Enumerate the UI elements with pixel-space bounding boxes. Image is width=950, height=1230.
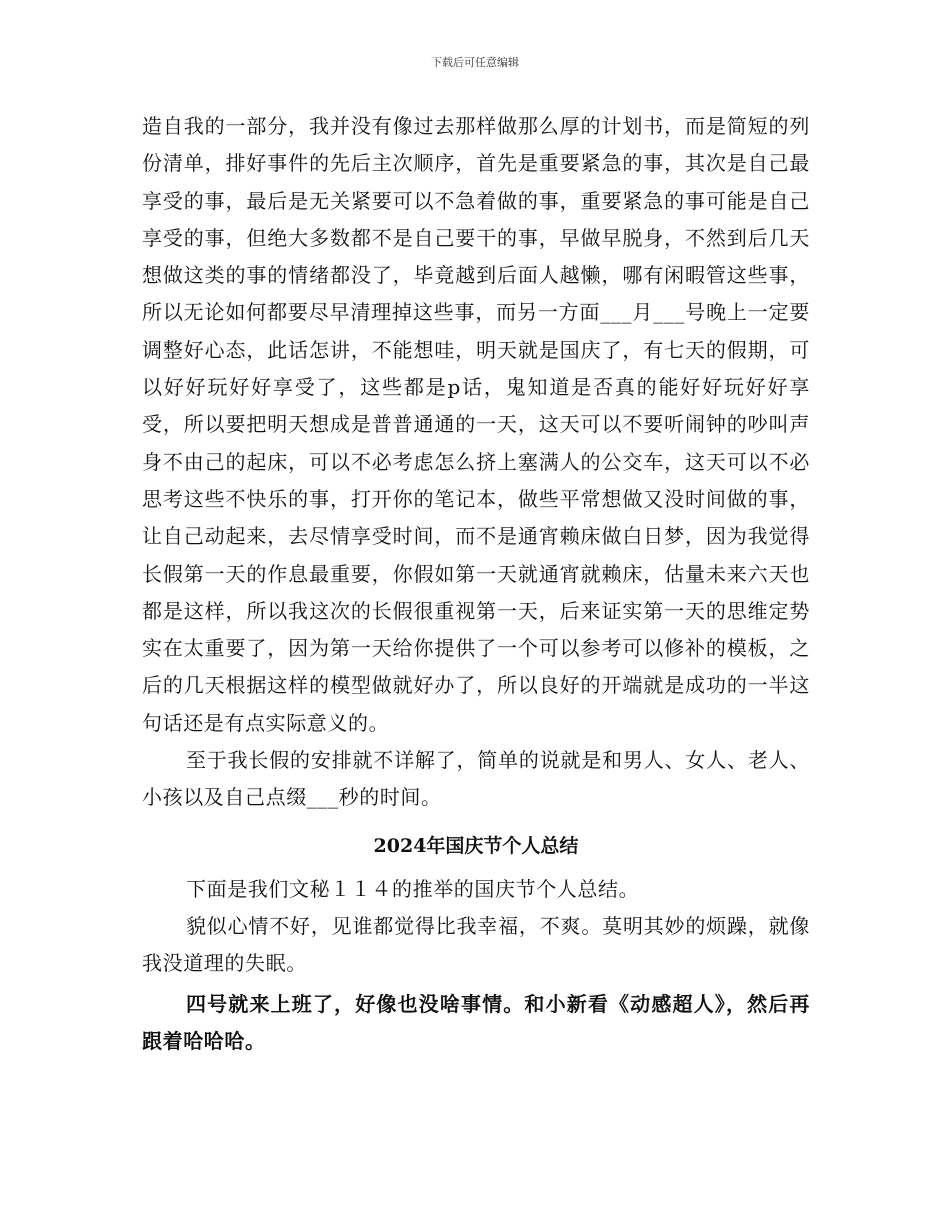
section-title: 2024年国庆节个人总结 [373,834,579,857]
document-body [142,108,810,1060]
body-paragraph-1: 造自我的一部分，我并没有像过去那样做那么厚的计划书，而是简短的列份清单，排好事件的先后主次顺序，首先是重要紧急的事，其次是自己最享受的事，最后是无关紧要可以不急着做的事，重要紧急的事可能是自己享受的事，但绝大多数都不是自己要干的事，早做早脱身，不然到后几天想做这类的事的情绪都没了，毕竟越到后面人越懒，哪有闲暇管这些事，所以无论如何都要尽早清理掉这些事，而另一方面___月___号晚上一定要调整好心态，此话怎讲，不能想哇，明天就是国庆了，有七天的假期，可以好好玩好好享受了，这些都是p话，鬼知道是否真的能好好玩好好享受，所以要把明天想成是普普通通的一天，这天可以不要听闹钟的吵叫声身不由己的起床，可以不必考虑怎么挤上塞满人的公交车，这天可以不必思考这些不快乐的事，打开你的笔记本，做些平常想做又没时间做的事，让自己动起来，去尽情享受时间，而不是通宵赖床做白日梦，因为我觉得长假第一天的作息最重要，你假如第一天就通宵就赖床，估量未来六天也都是这样，所以我这次的长假很重视第一天，后来证实第一天的思维定势实在太重要了，因为第一天给你提供了一个可以参考可以修补的模板，之后的几天根据这样的模型做就好办了，所以良好的开端就是成功的一半这句话还是有点实际意义的。 [142,114,810,735]
body-paragraph-2: 至于我长假的安排就不详解了，简单的说就是和男人、女人、老人、小孩以及自己点缀___秒的时间。 [142,748,810,810]
page-header: 下载后可任意编辑 [431,56,519,69]
bold-paragraph: 四号就来上班了，好像也没啥事情。和小新看《动感超人》，然后再跟着哈哈哈。 [142,991,810,1053]
section-paragraph-1: 下面是我们文秘１１４的推举的国庆节个人总结。 [186,876,640,901]
section-paragraph-2: 貌似心情不好，见谁都觉得比我幸福，不爽。莫明其妙的烦躁，就像我没道理的失眠。 [142,913,810,976]
